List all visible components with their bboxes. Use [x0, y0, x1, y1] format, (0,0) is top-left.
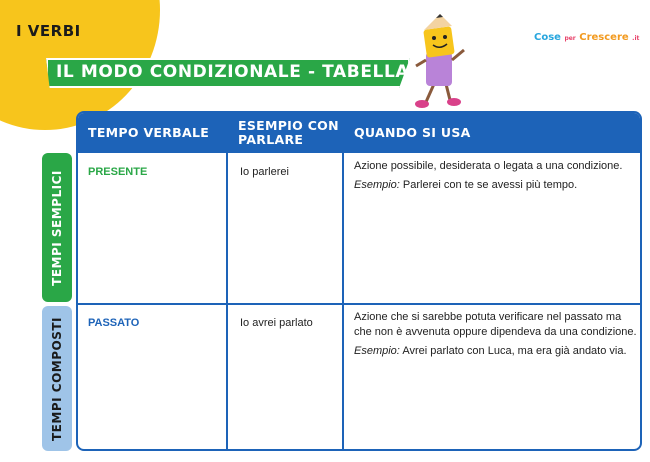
side-tab-tempi-composti: TEMPI COMPOSTI: [42, 306, 72, 451]
section-label: I VERBI: [16, 22, 81, 40]
esempio-presente: Io parlerei: [240, 166, 289, 178]
side-tab-tempi-semplici: TEMPI SEMPLICI: [42, 153, 72, 302]
esempio-passato: Io avrei parlato: [240, 317, 313, 329]
column-header-uso: QUANDO SI USA: [354, 125, 471, 140]
tempo-passato: PASSATO: [88, 317, 140, 329]
column-header-esempio: ESEMPIO CON PARLARE: [238, 118, 339, 147]
column-divider: [342, 113, 344, 449]
column-divider: [226, 113, 228, 449]
site-logo: Cose per Crescere .it: [534, 32, 640, 43]
uso-presente: Azione possibile, desiderata o legata a una condizione. Esempio: Parlerei con te se avessi più tempo.: [354, 160, 623, 191]
column-header-tempo: TEMPO VERBALE: [88, 125, 210, 140]
tempo-presente: PRESENTE: [88, 166, 148, 178]
pencil-mascot-icon: [410, 14, 474, 110]
conjugation-table: [76, 111, 642, 451]
row-divider: [78, 303, 640, 305]
page-title: IL MODO CONDIZIONALE - TABELLA: [56, 62, 410, 82]
uso-passato: Azione che si sarebbe potuta verificare nel passato ma che non è avvenuta oppure dipendeva da una condizione. Esempio: Avrei parlato con Luca, ma era già andato via.: [354, 311, 637, 357]
